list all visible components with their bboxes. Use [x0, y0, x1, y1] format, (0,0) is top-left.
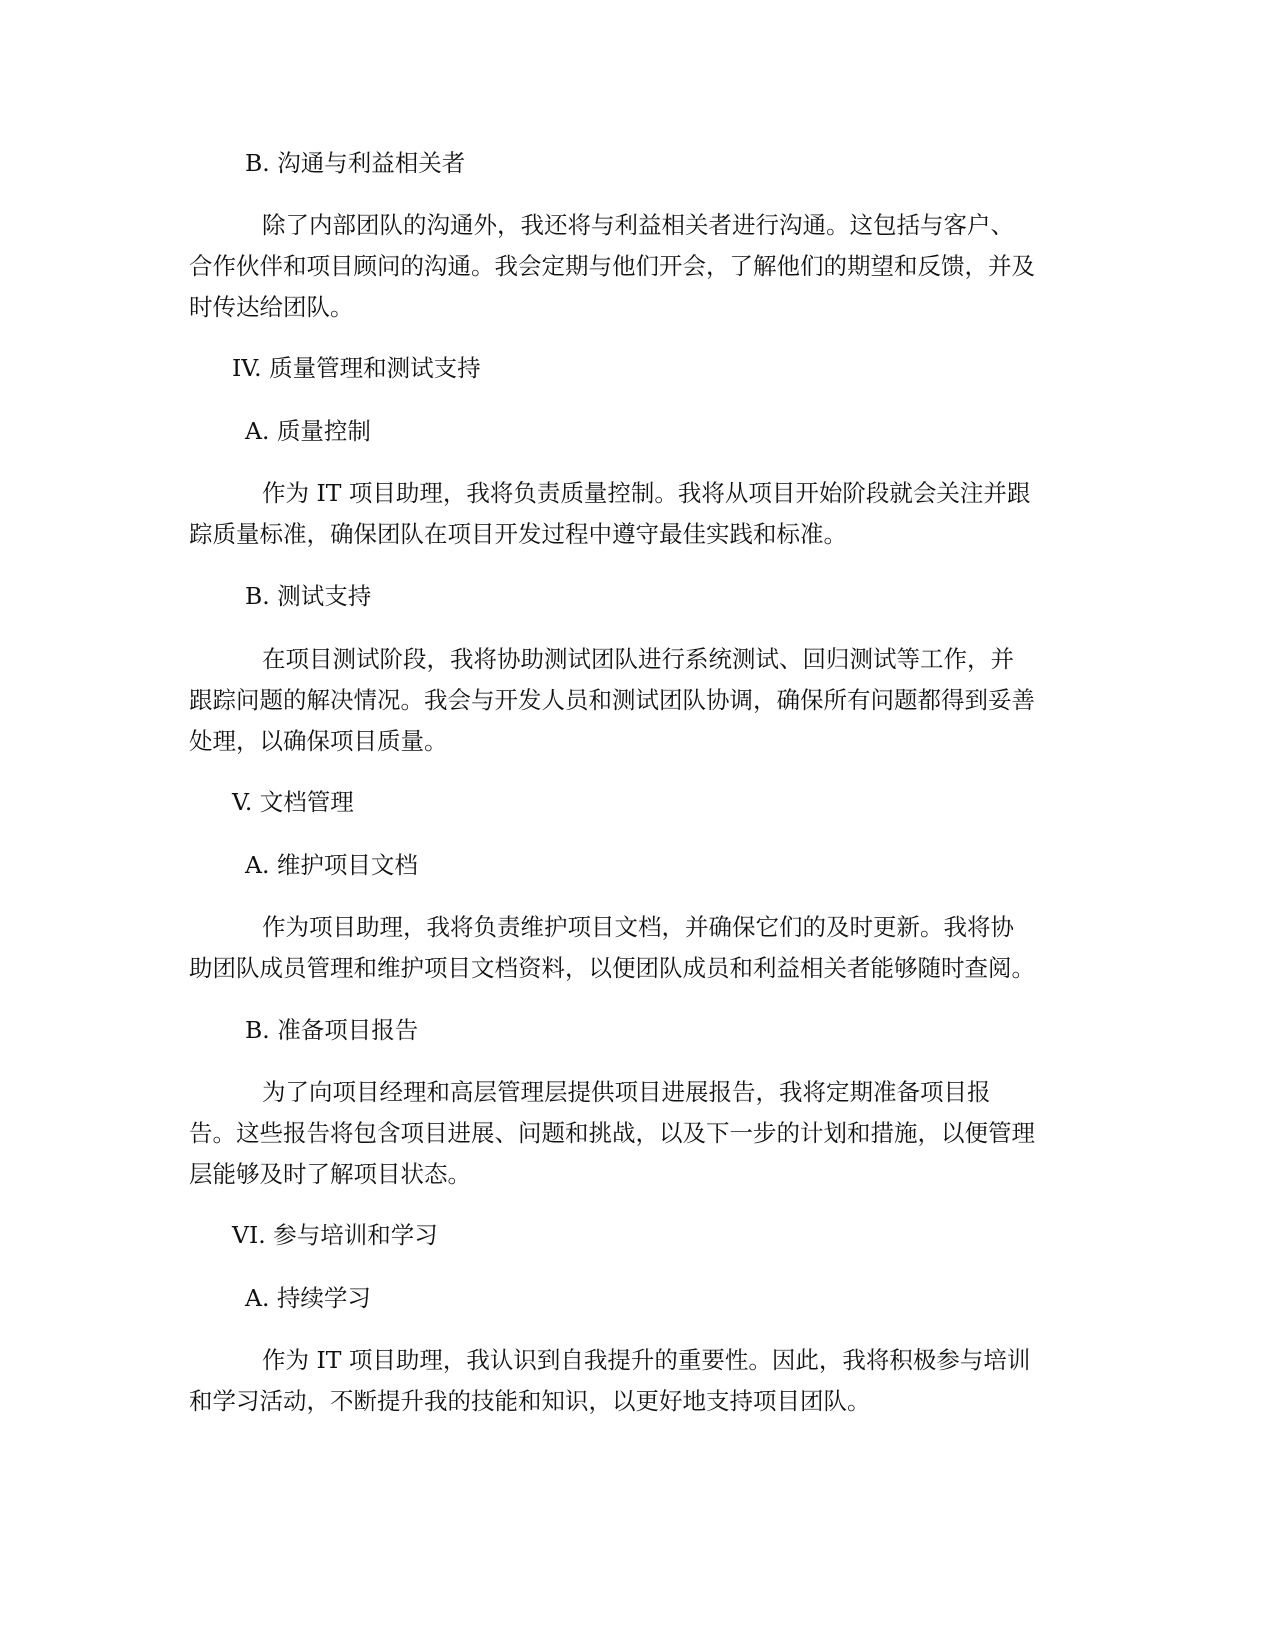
subheading-prepare-reports: B. 准备项目报告	[245, 1016, 419, 1044]
paragraph-line: 为了向项目经理和高层管理层提供项目进展报告，我将定期准备项目报	[262, 1078, 991, 1106]
paragraph-line: 处理，以确保项目质量。	[189, 727, 448, 755]
heading-quality-management: IV. 质量管理和测试支持	[232, 354, 481, 382]
subheading-communication-stakeholders: B. 沟通与利益相关者	[245, 149, 466, 177]
paragraph-line: 和学习活动，不断提升我的技能和知识，以更好地支持项目团队。	[189, 1387, 871, 1415]
paragraph-line: 作为项目助理，我将负责维护项目文档，并确保它们的及时更新。我将协	[262, 913, 1014, 941]
paragraph-line: 合作伙伴和项目顾问的沟通。我会定期与他们开会，了解他们的期望和反馈，并及	[189, 252, 1035, 280]
heading-training-learning: VI. 参与培训和学习	[232, 1221, 438, 1249]
paragraph-line: 在项目测试阶段，我将协助测试团队进行系统测试、回归测试等工作，并	[262, 645, 1014, 673]
paragraph-line: 助团队成员管理和维护项目文档资料，以便团队成员和利益相关者能够随时查阅。	[189, 954, 1035, 982]
subheading-testing-support: B. 测试支持	[245, 582, 372, 610]
paragraph-line: 时传达给团队。	[189, 293, 354, 321]
paragraph-line: 作为 IT 项目助理，我将负责质量控制。我将从项目开始阶段就会关注并跟	[262, 479, 1031, 507]
paragraph-line: 作为 IT 项目助理，我认识到自我提升的重要性。因此，我将积极参与培训	[262, 1346, 1031, 1374]
subheading-quality-control: A. 质量控制	[245, 417, 371, 445]
paragraph-line: 告。这些报告将包含项目进展、问题和挑战，以及下一步的计划和措施，以便管理	[189, 1119, 1035, 1147]
paragraph-line: 层能够及时了解项目状态。	[189, 1160, 471, 1188]
heading-document-management: V. 文档管理	[232, 788, 354, 816]
paragraph-line: 除了内部团队的沟通外，我还将与利益相关者进行沟通。这包括与客户、	[262, 211, 1014, 239]
subheading-maintain-docs: A. 维护项目文档	[245, 851, 418, 879]
subheading-continuous-learning: A. 持续学习	[245, 1284, 371, 1312]
paragraph-line: 踪质量标准，确保团队在项目开发过程中遵守最佳实践和标准。	[189, 520, 847, 548]
paragraph-line: 跟踪问题的解决情况。我会与开发人员和测试团队协调，确保所有问题都得到妥善	[189, 686, 1035, 714]
